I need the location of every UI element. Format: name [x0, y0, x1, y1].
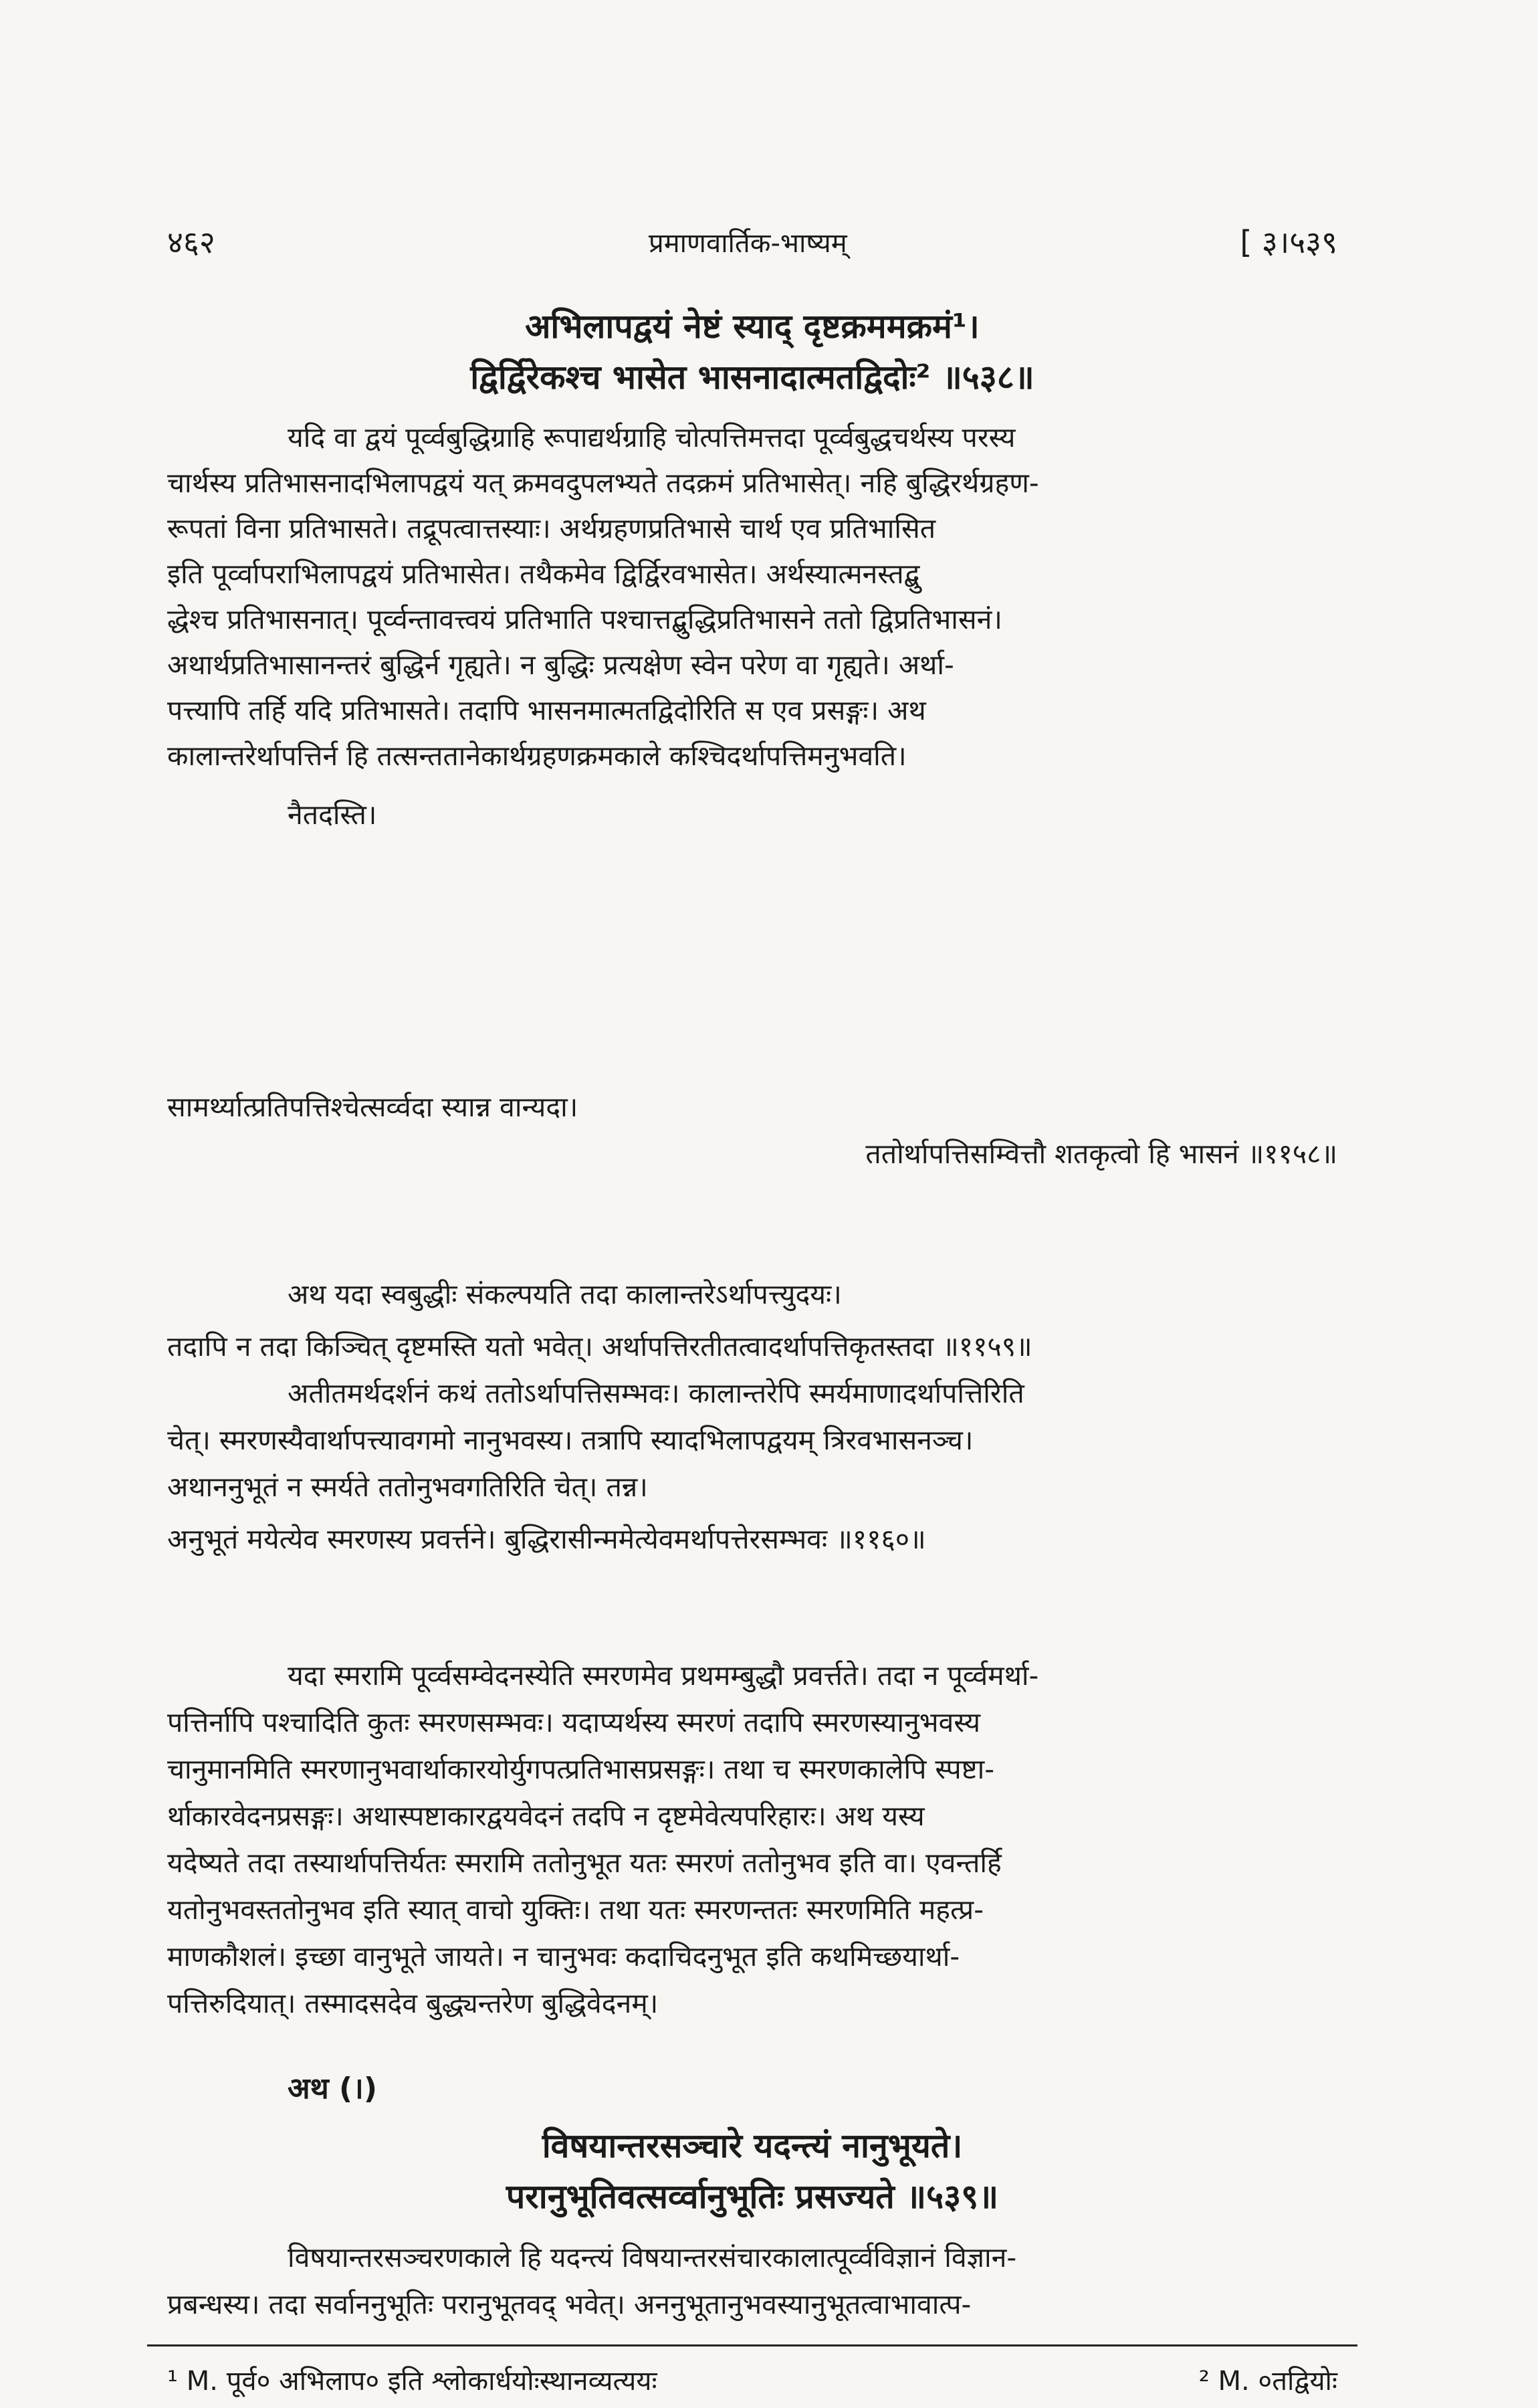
- verse-line: द्विर्द्विरेकश्च भासेत भासनादात्मतद्विदोः² ॥५३८॥: [470, 358, 1034, 397]
- page-number: ४६२: [167, 224, 215, 260]
- text-line: माणकौशलं। इच्छा वानुभूते जायते। न चानुभवः कदाचिदनुभूत इति कथमिच्छयार्था-: [167, 1940, 960, 1973]
- footnote-2: ² M. ०तद्वियोः: [1198, 2366, 1337, 2397]
- text-line: पत्त्यापि तर्हि यदि प्रतिभासते। तदापि भासनमात्मतद्विदोरिति स एव प्रसङ्गः। अथ: [167, 694, 926, 726]
- sloka-1158: [167, 1084, 1337, 1177]
- text-line: अथार्थप्रतिभासानन्तरं बुद्धिर्न गृह्यते। न बुद्धिः प्रत्यक्षेण स्वेन परेण वा गृह्यते। अर्था-: [167, 649, 954, 681]
- page-header: [167, 221, 1337, 281]
- text-line: चार्थस्य प्रतिभासनादभिलापद्वयं यत् क्रमवदुपलभ्यते तदक्रमं प्रतिभासेत्। नहि बुद्धिरर्थग्रहण-: [167, 467, 1039, 499]
- section-reference: [ ३।५३९: [1240, 224, 1337, 260]
- verse-538: [167, 301, 1337, 403]
- text-line: चानुमानमिति स्मरणानुभवार्थाकारयोर्युगपत्प्रतिभासप्रसङ्गः। तथा च स्मरणकालेपि स्पष्टा-: [167, 1753, 995, 1785]
- text-line: पत्तिर्नापि पश्चादिति कुतः स्मरणसम्भवः। यदाप्यर्थस्य स्मरणं तदापि स्मरणस्यानुभवस्य: [167, 1706, 981, 1738]
- commentary-paragraph-3: [167, 1652, 1337, 2027]
- sloka-line: सामर्थ्यात्प्रतिपत्तिश्चेत्सर्व्वदा स्यान्न वान्यदा।: [167, 1091, 578, 1123]
- text-line: र्थाकारवेदनप्रसङ्गः। अथास्पष्टाकारद्वयवेदनं तदपि न दृष्टमेवेत्यपरिहारः। अथ यस्य: [167, 1800, 925, 1832]
- naitad-line: नैतदस्ति।: [288, 799, 377, 831]
- text-line: द्धेश्च प्रतिभासनात्। पूर्व्वन्तावत्त्वयं प्रतिभाति पश्चात्तद्बुद्धिप्रतिभासने ततो द्विप्रतिभासनं।: [167, 603, 1002, 635]
- commentary-paragraph-1: [167, 415, 1337, 837]
- running-title: प्रमाणवार्तिक-भाष्यम्: [649, 228, 847, 259]
- atha-marker: अथ (।): [288, 2072, 377, 2106]
- verse-line: परानुभूतिवत्सर्व्वानुभूतिः प्रसज्यते ॥५३९॥: [506, 2177, 999, 2216]
- commentary-paragraph-4: [167, 2234, 1337, 2328]
- text-line: इति पूर्व्वापराभिलापद्वयं प्रतिभासेत। तथैकमेव द्विर्द्विरवभासेत। अर्थस्यात्मनस्तद्बु: [167, 558, 920, 590]
- text-line: यदा स्मरामि पूर्व्वसम्वेदनस्येति स्मरणमेव प्रथमम्बुद्धौ प्रवर्त्तते। तदा न पूर्व्वमर्था-: [288, 1660, 1039, 1692]
- text-line: यतोनुभवस्ततोनुभव इति स्यात् वाचो युक्तिः। तथा यतः स्मरणन्ततः स्मरणमिति महत्प्र-: [167, 1894, 984, 1926]
- commentary-paragraph-2: [167, 1271, 1337, 1563]
- text-line: पत्तिरुदियात्। तस्मादसदेव बुद्ध्यन्तरेण बुद्धिवेदनम्।: [167, 1987, 659, 2019]
- verse-line: अभिलापद्वयं नेष्टं स्याद् दृष्टक्रममक्रमं¹।: [525, 307, 980, 346]
- text-line: चेत्। स्मरणस्यैवार्थापत्त्यावगमो नानुभवस्य। तत्रापि स्यादभिलापद्वयम् त्रिरवभासनञ्च।: [167, 1424, 974, 1456]
- text-line: यदेष्यते तदा तस्यार्थापत्तिर्यतः स्मरामि ततोनुभूत यतः स्मरणं ततोनुभव इति वा। एवन्तर्हि: [167, 1847, 1002, 1879]
- sloka-line: ततोर्थापत्तिसम्वित्तौ शतकृत्वो हि भासनं ॥११५८॥: [865, 1138, 1337, 1170]
- verse-539: [167, 2120, 1337, 2222]
- footnote-divider: [147, 2344, 1357, 2346]
- text-line: कालान्तरेर्थापत्तिर्न हि तत्सन्ततानेकार्थग्रहणक्रमकाले कश्चिदर्थापत्तिमनुभवति।: [167, 740, 907, 772]
- footnote-1: ¹ M. पूर्व० अभिलाप० इति श्लोकार्धयोःस्थानव्यत्ययः: [167, 2366, 657, 2397]
- text-line: अथ यदा स्वबुद्धीः संकल्पयति तदा कालान्तरेऽर्थापत्त्युदयः।: [288, 1278, 842, 1310]
- text-line: विषयान्तरसञ्चरणकाले हि यदन्त्यं विषयान्तरसंचारकालात्पूर्व्वविज्ञानं विज्ञान-: [288, 2241, 1017, 2274]
- verse-line: विषयान्तरसञ्चारे यदन्त्यं नानुभूयते।: [542, 2126, 963, 2165]
- text-line: अनुभूतं मयेत्येव स्मरणस्य प्रवर्त्तने। बुद्धिरासीन्ममेत्येवमर्थापत्तेरसम्भवः ॥११६०॥: [167, 1523, 926, 1555]
- text-line: यदि वा द्वयं पूर्व्वबुद्धिग्राहि रूपाद्यर्थग्राहि चोत्पत्तिमत्तदा पूर्व्वबुद्धचर्थस्य परस्य: [288, 421, 1016, 454]
- text-line: अतीतमर्थदर्शनं कथं ततोऽर्थापत्तिसम्भवः। कालान्तरेपि स्मर्यमाणादर्थापत्तिरिति: [288, 1377, 1024, 1409]
- text-line: प्रबन्धस्य। तदा सर्वाननुभूतिः परानुभूतवद् भवेत्। अननुभूतानुभवस्यानुभूतत्वाभावात्प-: [167, 2288, 972, 2320]
- text-line: तदापि न तदा किञ्चित् दृष्टमस्ति यतो भवेत्। अर्थापत्तिरतीतत्वादर्थापत्तिकृतस्तदा ॥११५९॥: [167, 1330, 1032, 1363]
- text-line: अथाननुभूतं न स्मर्यते ततोनुभवगतिरिति चेत्। तन्न।: [167, 1471, 648, 1503]
- text-line: रूपतां विना प्रतिभासते। तद्रूपत्वात्तस्याः। अर्थग्रहणप्रतिभासे चार्थ एव प्रतिभासित: [167, 512, 936, 544]
